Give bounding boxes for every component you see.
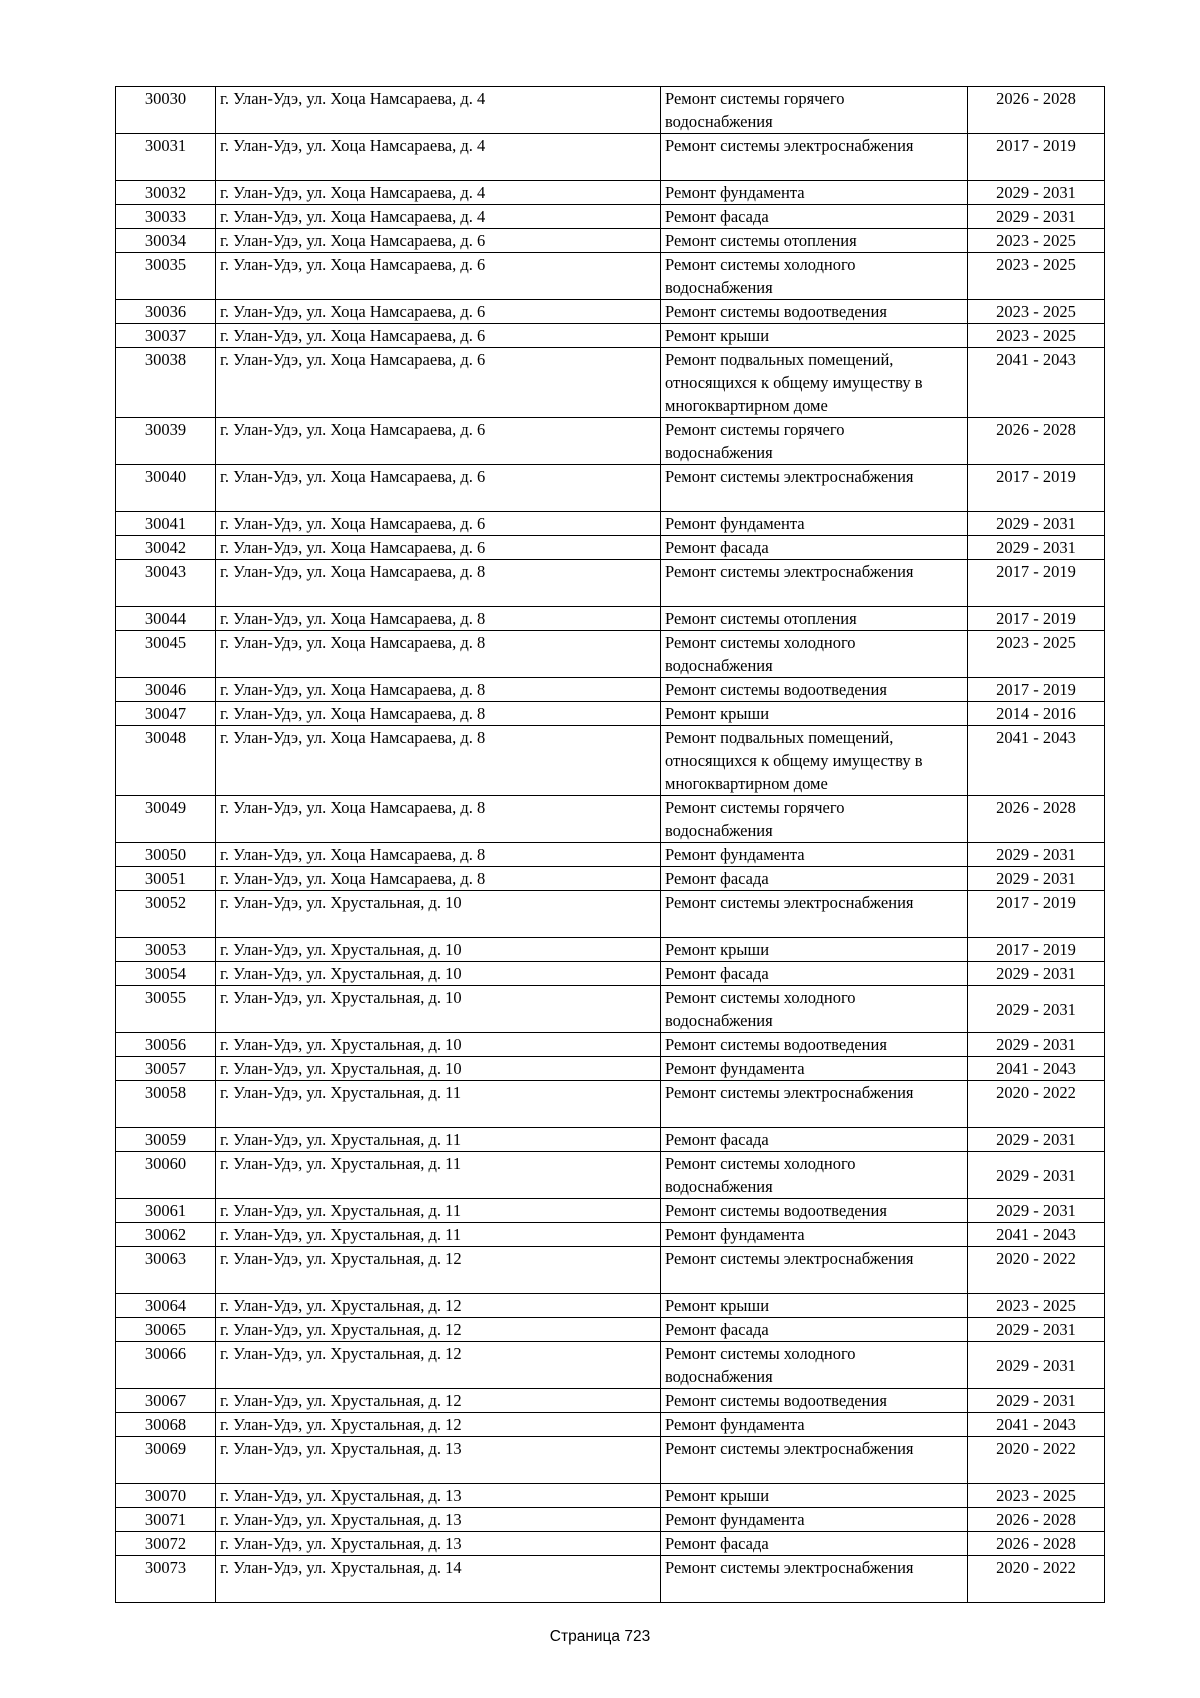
work-type-cell: Ремонт системы горячего водоснабжения [661, 418, 968, 465]
row-number-cell: 30068 [116, 1413, 216, 1437]
work-type-cell: Ремонт фасада [661, 1318, 968, 1342]
table-row [116, 324, 1105, 348]
period-cell: 2029 - 2031 [968, 962, 1105, 986]
table-row [116, 300, 1105, 324]
address-cell: г. Улан-Удэ, ул. Хоца Намсараева, д. 8 [216, 678, 661, 702]
work-type-cell: Ремонт системы электроснабжения [661, 560, 968, 607]
table-row [116, 1508, 1105, 1532]
work-type-cell: Ремонт системы водоотведения [661, 1199, 968, 1223]
row-number-cell: 30039 [116, 418, 216, 465]
period-cell: 2017 - 2019 [968, 560, 1105, 607]
work-type-cell: Ремонт подвальных помещений, относящихся к общему имуществу в многоквартирном доме [661, 726, 968, 796]
period-cell: 2041 - 2043 [968, 1057, 1105, 1081]
row-number-cell: 30040 [116, 465, 216, 512]
work-type-cell: Ремонт крыши [661, 938, 968, 962]
period-cell: 2020 - 2022 [968, 1247, 1105, 1294]
table-row [116, 986, 1105, 1033]
row-number-cell: 30051 [116, 867, 216, 891]
work-type-cell: Ремонт фундамента [661, 1223, 968, 1247]
row-number-cell: 30045 [116, 631, 216, 678]
period-cell: 2029 - 2031 [968, 1033, 1105, 1057]
period-cell: 2023 - 2025 [968, 300, 1105, 324]
table-row [116, 938, 1105, 962]
period-cell: 2020 - 2022 [968, 1081, 1105, 1128]
address-cell: г. Улан-Удэ, ул. Хрустальная, д. 10 [216, 938, 661, 962]
row-number-cell: 30055 [116, 986, 216, 1033]
table-row [116, 1247, 1105, 1294]
work-type-cell: Ремонт системы водоотведения [661, 678, 968, 702]
work-type-cell: Ремонт фундамента [661, 512, 968, 536]
address-cell: г. Улан-Удэ, ул. Хрустальная, д. 11 [216, 1152, 661, 1199]
table-row [116, 843, 1105, 867]
table-row [116, 1318, 1105, 1342]
table-row [116, 181, 1105, 205]
period-cell: 2023 - 2025 [968, 631, 1105, 678]
address-cell: г. Улан-Удэ, ул. Хоца Намсараева, д. 4 [216, 134, 661, 181]
period-cell: 2026 - 2028 [968, 796, 1105, 843]
row-number-cell: 30069 [116, 1437, 216, 1484]
work-type-cell: Ремонт системы отопления [661, 229, 968, 253]
work-type-cell: Ремонт системы горячего водоснабжения [661, 796, 968, 843]
period-cell: 2026 - 2028 [968, 1532, 1105, 1556]
table-row [116, 1033, 1105, 1057]
work-type-cell: Ремонт фундамента [661, 1413, 968, 1437]
address-cell: г. Улан-Удэ, ул. Хоца Намсараева, д. 6 [216, 512, 661, 536]
address-cell: г. Улан-Удэ, ул. Хрустальная, д. 10 [216, 1033, 661, 1057]
row-number-cell: 30067 [116, 1389, 216, 1413]
table-row [116, 348, 1105, 418]
table-row [116, 1532, 1105, 1556]
table-row [116, 726, 1105, 796]
table-row [116, 1199, 1105, 1223]
work-type-cell: Ремонт системы горячего водоснабжения [661, 87, 968, 134]
address-cell: г. Улан-Удэ, ул. Хрустальная, д. 12 [216, 1342, 661, 1389]
address-cell: г. Улан-Удэ, ул. Хоца Намсараева, д. 8 [216, 796, 661, 843]
address-cell: г. Улан-Удэ, ул. Хоца Намсараева, д. 6 [216, 324, 661, 348]
row-number-cell: 30063 [116, 1247, 216, 1294]
row-number-cell: 30057 [116, 1057, 216, 1081]
work-type-cell: Ремонт фундамента [661, 1057, 968, 1081]
row-number-cell: 30058 [116, 1081, 216, 1128]
period-cell: 2017 - 2019 [968, 134, 1105, 181]
address-cell: г. Улан-Удэ, ул. Хоца Намсараева, д. 6 [216, 465, 661, 512]
row-number-cell: 30056 [116, 1033, 216, 1057]
table-row [116, 536, 1105, 560]
table-body [116, 87, 1105, 1603]
address-cell: г. Улан-Удэ, ул. Хоца Намсараева, д. 6 [216, 300, 661, 324]
address-cell: г. Улан-Удэ, ул. Хрустальная, д. 11 [216, 1199, 661, 1223]
address-cell: г. Улан-Удэ, ул. Хрустальная, д. 12 [216, 1294, 661, 1318]
address-cell: г. Улан-Удэ, ул. Хрустальная, д. 13 [216, 1532, 661, 1556]
table-row [116, 87, 1105, 134]
work-type-cell: Ремонт системы водоотведения [661, 1033, 968, 1057]
period-cell: 2029 - 2031 [968, 843, 1105, 867]
table-row [116, 253, 1105, 300]
table-row [116, 560, 1105, 607]
period-cell: 2020 - 2022 [968, 1437, 1105, 1484]
table-row [116, 631, 1105, 678]
row-number-cell: 30062 [116, 1223, 216, 1247]
period-cell: 2023 - 2025 [968, 229, 1105, 253]
work-type-cell: Ремонт фасада [661, 962, 968, 986]
address-cell: г. Улан-Удэ, ул. Хоца Намсараева, д. 8 [216, 560, 661, 607]
work-type-cell: Ремонт фундамента [661, 1508, 968, 1532]
table-row [116, 867, 1105, 891]
row-number-cell: 30049 [116, 796, 216, 843]
period-cell: 2014 - 2016 [968, 702, 1105, 726]
work-type-cell: Ремонт системы холодного водоснабжения [661, 986, 968, 1033]
table-row [116, 1389, 1105, 1413]
work-type-cell: Ремонт фасада [661, 1128, 968, 1152]
table-row [116, 1342, 1105, 1389]
work-type-cell: Ремонт системы электроснабжения [661, 1247, 968, 1294]
table-row [116, 1413, 1105, 1437]
period-cell: 2023 - 2025 [968, 253, 1105, 300]
address-cell: г. Улан-Удэ, ул. Хоца Намсараева, д. 6 [216, 536, 661, 560]
address-cell: г. Улан-Удэ, ул. Хрустальная, д. 11 [216, 1223, 661, 1247]
address-cell: г. Улан-Удэ, ул. Хоца Намсараева, д. 4 [216, 181, 661, 205]
address-cell: г. Улан-Удэ, ул. Хоца Намсараева, д. 6 [216, 253, 661, 300]
table-row [116, 1128, 1105, 1152]
row-number-cell: 30071 [116, 1508, 216, 1532]
address-cell: г. Улан-Удэ, ул. Хоца Намсараева, д. 8 [216, 631, 661, 678]
period-cell: 2029 - 2031 [968, 1199, 1105, 1223]
table-row [116, 1057, 1105, 1081]
period-cell: 2041 - 2043 [968, 1413, 1105, 1437]
table-row [116, 1152, 1105, 1199]
work-type-cell: Ремонт системы холодного водоснабжения [661, 1342, 968, 1389]
row-number-cell: 30048 [116, 726, 216, 796]
period-cell: 2023 - 2025 [968, 324, 1105, 348]
period-cell: 2029 - 2031 [968, 512, 1105, 536]
work-type-cell: Ремонт системы водоотведения [661, 1389, 968, 1413]
row-number-cell: 30059 [116, 1128, 216, 1152]
period-cell: 2029 - 2031 [968, 536, 1105, 560]
address-cell: г. Улан-Удэ, ул. Хрустальная, д. 10 [216, 986, 661, 1033]
work-type-cell: Ремонт системы электроснабжения [661, 1437, 968, 1484]
work-type-cell: Ремонт системы холодного водоснабжения [661, 631, 968, 678]
work-type-cell: Ремонт системы холодного водоснабжения [661, 1152, 968, 1199]
work-type-cell: Ремонт фасада [661, 1532, 968, 1556]
address-cell: г. Улан-Удэ, ул. Хрустальная, д. 12 [216, 1247, 661, 1294]
address-cell: г. Улан-Удэ, ул. Хрустальная, д. 14 [216, 1556, 661, 1603]
row-number-cell: 30050 [116, 843, 216, 867]
table-row [116, 702, 1105, 726]
address-cell: г. Улан-Удэ, ул. Хоца Намсараева, д. 6 [216, 348, 661, 418]
work-type-cell: Ремонт фундамента [661, 843, 968, 867]
work-type-cell: Ремонт системы электроснабжения [661, 134, 968, 181]
address-cell: г. Улан-Удэ, ул. Хрустальная, д. 10 [216, 891, 661, 938]
period-cell: 2029 - 2031 [968, 1318, 1105, 1342]
period-cell: 2029 - 2031 [968, 1389, 1105, 1413]
work-type-cell: Ремонт системы водоотведения [661, 300, 968, 324]
row-number-cell: 30036 [116, 300, 216, 324]
period-cell: 2029 - 2031 [968, 1342, 1105, 1389]
period-cell: 2029 - 2031 [968, 867, 1105, 891]
row-number-cell: 30041 [116, 512, 216, 536]
address-cell: г. Улан-Удэ, ул. Хоца Намсараева, д. 8 [216, 843, 661, 867]
row-number-cell: 30030 [116, 87, 216, 134]
work-type-cell: Ремонт фундамента [661, 181, 968, 205]
period-cell: 2041 - 2043 [968, 1223, 1105, 1247]
table-row [116, 1556, 1105, 1603]
table-row [116, 607, 1105, 631]
work-type-cell: Ремонт крыши [661, 324, 968, 348]
period-cell: 2023 - 2025 [968, 1294, 1105, 1318]
page-number: Страница 723 [549, 1628, 651, 1645]
address-cell: г. Улан-Удэ, ул. Хоца Намсараева, д. 8 [216, 867, 661, 891]
period-cell: 2029 - 2031 [968, 986, 1105, 1033]
period-cell: 2041 - 2043 [968, 348, 1105, 418]
table-row [116, 418, 1105, 465]
address-cell: г. Улан-Удэ, ул. Хрустальная, д. 10 [216, 962, 661, 986]
work-type-cell: Ремонт крыши [661, 1294, 968, 1318]
period-cell: 2017 - 2019 [968, 678, 1105, 702]
period-cell: 2026 - 2028 [968, 418, 1105, 465]
table-row [116, 678, 1105, 702]
period-cell: 2017 - 2019 [968, 465, 1105, 512]
period-cell: 2023 - 2025 [968, 1484, 1105, 1508]
table-row [116, 891, 1105, 938]
address-cell: г. Улан-Удэ, ул. Хоца Намсараева, д. 6 [216, 229, 661, 253]
row-number-cell: 30033 [116, 205, 216, 229]
work-type-cell: Ремонт фасада [661, 536, 968, 560]
row-number-cell: 30054 [116, 962, 216, 986]
period-cell: 2026 - 2028 [968, 87, 1105, 134]
row-number-cell: 30031 [116, 134, 216, 181]
work-type-cell: Ремонт системы электроснабжения [661, 1081, 968, 1128]
address-cell: г. Улан-Удэ, ул. Хрустальная, д. 13 [216, 1508, 661, 1532]
work-type-cell: Ремонт системы холодного водоснабжения [661, 253, 968, 300]
table-row [116, 205, 1105, 229]
period-cell: 2017 - 2019 [968, 607, 1105, 631]
address-cell: г. Улан-Удэ, ул. Хоца Намсараева, д. 4 [216, 205, 661, 229]
row-number-cell: 30032 [116, 181, 216, 205]
row-number-cell: 30047 [116, 702, 216, 726]
row-number-cell: 30073 [116, 1556, 216, 1603]
row-number-cell: 30053 [116, 938, 216, 962]
table-row [116, 1081, 1105, 1128]
address-cell: г. Улан-Удэ, ул. Хрустальная, д. 13 [216, 1437, 661, 1484]
table-row [116, 134, 1105, 181]
address-cell: г. Улан-Удэ, ул. Хоца Намсараева, д. 8 [216, 607, 661, 631]
address-cell: г. Улан-Удэ, ул. Хрустальная, д. 10 [216, 1057, 661, 1081]
row-number-cell: 30072 [116, 1532, 216, 1556]
table-row [116, 1484, 1105, 1508]
table-row [116, 962, 1105, 986]
period-cell: 2017 - 2019 [968, 891, 1105, 938]
period-cell: 2029 - 2031 [968, 1128, 1105, 1152]
address-cell: г. Улан-Удэ, ул. Хрустальная, д. 12 [216, 1318, 661, 1342]
table-row [116, 1223, 1105, 1247]
row-number-cell: 30034 [116, 229, 216, 253]
period-cell: 2041 - 2043 [968, 726, 1105, 796]
table-row [116, 1294, 1105, 1318]
row-number-cell: 30052 [116, 891, 216, 938]
address-cell: г. Улан-Удэ, ул. Хрустальная, д. 13 [216, 1484, 661, 1508]
row-number-cell: 30037 [116, 324, 216, 348]
table-row [116, 512, 1105, 536]
address-cell: г. Улан-Удэ, ул. Хоца Намсараева, д. 4 [216, 87, 661, 134]
row-number-cell: 30064 [116, 1294, 216, 1318]
row-number-cell: 30035 [116, 253, 216, 300]
table-row [116, 465, 1105, 512]
work-type-cell: Ремонт системы электроснабжения [661, 465, 968, 512]
row-number-cell: 30042 [116, 536, 216, 560]
address-cell: г. Улан-Удэ, ул. Хоца Намсараева, д. 8 [216, 726, 661, 796]
address-cell: г. Улан-Удэ, ул. Хрустальная, д. 12 [216, 1389, 661, 1413]
work-type-cell: Ремонт фасада [661, 205, 968, 229]
row-number-cell: 30070 [116, 1484, 216, 1508]
address-cell: г. Улан-Удэ, ул. Хрустальная, д. 11 [216, 1128, 661, 1152]
row-number-cell: 30038 [116, 348, 216, 418]
address-cell: г. Улан-Удэ, ул. Хрустальная, д. 11 [216, 1081, 661, 1128]
period-cell: 2029 - 2031 [968, 1152, 1105, 1199]
work-type-cell: Ремонт крыши [661, 1484, 968, 1508]
work-type-cell: Ремонт подвальных помещений, относящихся к общему имуществу в многоквартирном доме [661, 348, 968, 418]
table-row [116, 1437, 1105, 1484]
period-cell: 2029 - 2031 [968, 205, 1105, 229]
period-cell: 2026 - 2028 [968, 1508, 1105, 1532]
row-number-cell: 30060 [116, 1152, 216, 1199]
work-type-cell: Ремонт системы отопления [661, 607, 968, 631]
table-row [116, 229, 1105, 253]
row-number-cell: 30046 [116, 678, 216, 702]
address-cell: г. Улан-Удэ, ул. Хоца Намсараева, д. 6 [216, 418, 661, 465]
work-type-cell: Ремонт фасада [661, 867, 968, 891]
period-cell: 2017 - 2019 [968, 938, 1105, 962]
period-cell: 2029 - 2031 [968, 181, 1105, 205]
address-cell: г. Улан-Удэ, ул. Хоца Намсараева, д. 8 [216, 702, 661, 726]
row-number-cell: 30044 [116, 607, 216, 631]
repair-schedule-table [115, 86, 1105, 1603]
row-number-cell: 30061 [116, 1199, 216, 1223]
table-row [116, 796, 1105, 843]
row-number-cell: 30066 [116, 1342, 216, 1389]
work-type-cell: Ремонт системы электроснабжения [661, 891, 968, 938]
row-number-cell: 30065 [116, 1318, 216, 1342]
work-type-cell: Ремонт крыши [661, 702, 968, 726]
address-cell: г. Улан-Удэ, ул. Хрустальная, д. 12 [216, 1413, 661, 1437]
row-number-cell: 30043 [116, 560, 216, 607]
work-type-cell: Ремонт системы электроснабжения [661, 1556, 968, 1603]
period-cell: 2020 - 2022 [968, 1556, 1105, 1603]
